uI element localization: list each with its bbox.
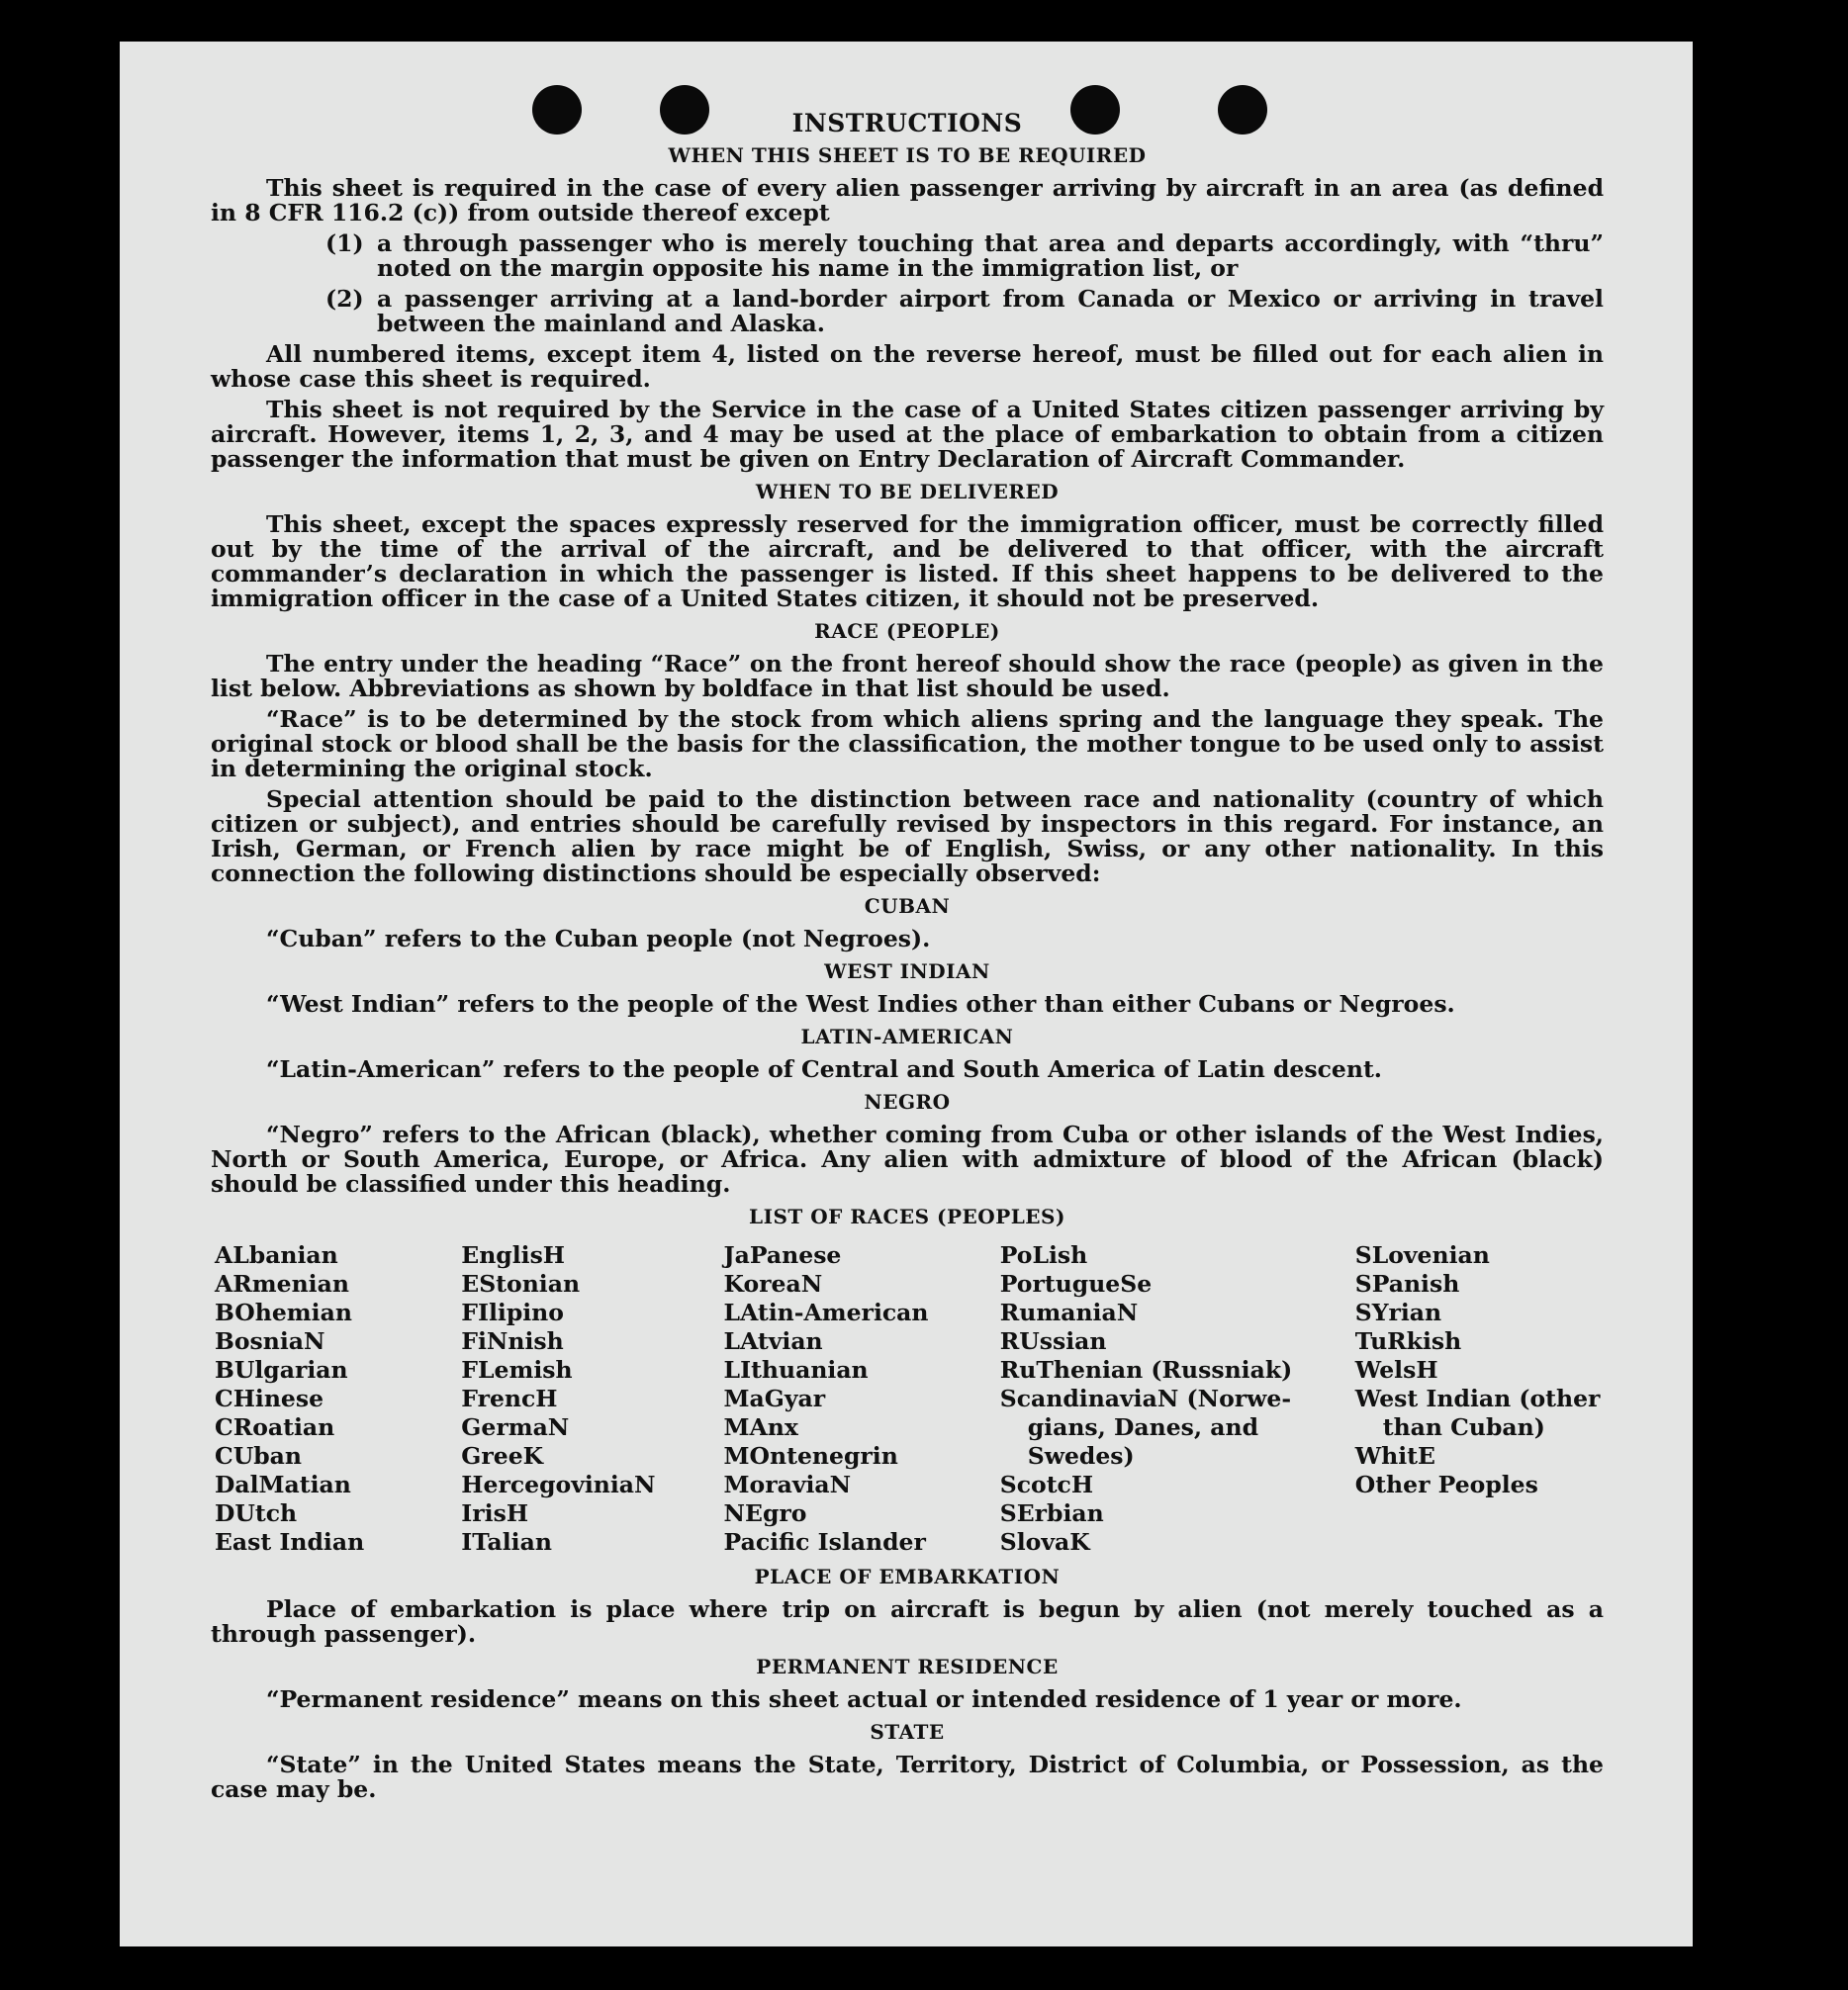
race-entry: Other Peoples	[1354, 1471, 1538, 1498]
race-entry: JaPanese	[723, 1241, 842, 1269]
race-entry: FrencH	[461, 1385, 558, 1412]
race-entry: KoreaN	[723, 1270, 823, 1298]
race-entry: CRoatian	[215, 1413, 335, 1441]
race-entry: MAnx	[723, 1413, 798, 1441]
race-column	[215, 1241, 461, 1557]
race-entry: ARmenian	[215, 1270, 349, 1298]
race-entry: LIthuanian	[723, 1356, 869, 1384]
paragraph: This sheet is not required by the Service in the case of a United States citizen passenger arriving by aircraft. However, items 1, 2, 3, and 4 may be used at the place of embarkation to obtain from a citizen passenger the information that must be given on Entry Declaration of Aircraft Commander.	[211, 396, 1604, 473]
race-entry: CHinese	[215, 1385, 324, 1412]
section-heading-cuban: CUBAN	[864, 894, 951, 918]
race-entry: MaGyar	[723, 1385, 826, 1412]
paragraph: “State” in the United States means the State, Territory, District of Columbia, or Possession, as the case may be.	[211, 1751, 1604, 1803]
race-entry: EnglisH	[461, 1241, 566, 1269]
race-list	[215, 1241, 1604, 1557]
paragraph: Special attention should be paid to the distinction between race and nationality (country of which citizen or subject), and entries should be carefully revised by inspectors in this regard. For instance, an Irish, German, or French alien by race might be of English, Swiss, or any other nationality. In this connection the following distinctions should be especially observed:	[211, 785, 1604, 887]
race-column	[1355, 1241, 1604, 1557]
race-entry: ScandinaviaN (Norwe-	[999, 1385, 1292, 1412]
paragraph: “Race” is to be determined by the stock from which aliens spring and the language they speak. The original stock or blood shall be the basis for the classification, the mother tongue to be used only to assist in determining the original stock.	[211, 705, 1604, 782]
definition: “Cuban” refers to the Cuban people (not Negroes).	[266, 925, 931, 952]
race-column	[1000, 1241, 1355, 1557]
race-entry: RUssian	[999, 1327, 1107, 1355]
race-entry: IrisH	[461, 1499, 529, 1527]
race-entry: RuThenian (Russniak)	[999, 1356, 1293, 1384]
race-entry: than Cuban)	[1382, 1413, 1545, 1441]
item-text: a passenger arriving at a land-border airport from Canada or Mexico or arriving in travel between the mainland and Alaska.	[377, 285, 1604, 337]
race-entry: BOhemian	[215, 1299, 352, 1326]
section-heading-embarkation: PLACE OF EMBARKATION	[754, 1565, 1061, 1588]
race-entry: ScotcH	[999, 1471, 1094, 1498]
section-heading-west-indian: WEST INDIAN	[824, 959, 990, 983]
race-entry: WelsH	[1354, 1356, 1438, 1384]
page-title: INSTRUCTIONS	[791, 109, 1023, 137]
paragraph: The entry under the heading “Race” on the front hereof should show the race (people) as given in the list below. Abbreviations as shown by boldface in that list should be used.	[211, 650, 1604, 702]
paragraph: This sheet, except the spaces expressly reserved for the immigration officer, must be correctly filled out by the time of the arrival of the aircraft, and be delivered to that officer, with the aircraft commander’s declaration in which the passenger is listed. If this sheet happens to be delivered to the immigration officer in the case of a United States citizen, it should not be preserved.	[211, 510, 1604, 612]
race-entry: PoLish	[999, 1241, 1088, 1269]
race-entry: DUtch	[215, 1499, 298, 1527]
race-entry: gians, Danes, and	[1027, 1413, 1258, 1441]
section-heading-list: LIST OF RACES (PEOPLES)	[749, 1205, 1065, 1228]
instructions-body	[211, 111, 1604, 1808]
paragraph: “Permanent residence” means on this sheet actual or intended residence of 1 year or more.	[266, 1685, 1462, 1713]
race-entry: TuRkish	[1354, 1327, 1462, 1355]
item-text: a through passenger who is merely touching that area and departs accordingly, with “thru” noted on the margin opposite his name in the immigration list, or	[377, 229, 1604, 282]
race-entry: MoraviaN	[723, 1471, 852, 1498]
race-entry: BUlgarian	[215, 1356, 348, 1384]
paragraph: Place of embarkation is place where trip on aircraft is begun by alien (not merely touched as a through passenger).	[211, 1595, 1604, 1648]
document-page	[120, 42, 1693, 1946]
race-entry: ITalian	[461, 1528, 552, 1556]
paragraph: “Negro” refers to the African (black), whether coming from Cuba or other islands of the West Indies, North or South America, Europe, or Africa. Any alien with admixture of blood of the African (black) should be classified under this heading.	[211, 1121, 1604, 1198]
race-entry: FIlipino	[461, 1299, 564, 1326]
section-heading-residence: PERMANENT RESIDENCE	[756, 1655, 1059, 1678]
list-item	[325, 231, 1604, 281]
race-entry: LAtvian	[723, 1327, 823, 1355]
definition: “West Indian” refers to the people of the West Indies other than either Cubans or Negroes.	[266, 990, 1455, 1018]
section-heading-state: STATE	[870, 1720, 945, 1744]
race-entry: GermaN	[461, 1413, 570, 1441]
race-entry: SlovaK	[999, 1528, 1090, 1556]
item-number: (1)	[325, 229, 364, 257]
paragraph: All numbered items, except item 4, listed on the reverse hereof, must be filled out for each alien in whose case this sheet is required.	[211, 340, 1604, 393]
race-entry: Swedes)	[1027, 1442, 1135, 1470]
race-entry: HercegoviniaN	[461, 1471, 656, 1498]
race-entry: WhitE	[1354, 1442, 1435, 1470]
race-entry: GreeK	[461, 1442, 544, 1470]
race-entry: East Indian	[215, 1528, 365, 1556]
section-heading-negro: NEGRO	[864, 1090, 951, 1114]
list-item	[325, 287, 1604, 336]
race-entry: LAtin-American	[723, 1299, 929, 1326]
race-entry: DalMatian	[215, 1471, 351, 1498]
race-entry: SPanish	[1354, 1270, 1460, 1298]
paragraph: This sheet is required in the case of every alien passenger arriving by aircraft in an area (as defined in 8 CFR 116.2 (c)) from outside thereof except	[211, 174, 1604, 226]
race-entry: PortugueSe	[999, 1270, 1153, 1298]
race-entry: Pacific Islander	[723, 1528, 926, 1556]
section-heading-race: RACE (PEOPLE)	[814, 619, 1000, 643]
race-entry: FiNnish	[461, 1327, 564, 1355]
race-entry: EStonian	[461, 1270, 581, 1298]
race-entry: NEgro	[723, 1499, 807, 1527]
race-entry: ALbanian	[215, 1241, 338, 1269]
race-entry: RumaniaN	[999, 1299, 1139, 1326]
section-heading-latin-american: LATIN-AMERICAN	[800, 1025, 1014, 1048]
section-heading-delivered: WHEN TO BE DELIVERED	[755, 480, 1060, 503]
race-entry: CUban	[215, 1442, 302, 1470]
section-heading-required: WHEN THIS SHEET IS TO BE REQUIRED	[668, 143, 1147, 167]
race-entry: BosniaN	[215, 1327, 325, 1355]
race-entry: SYrian	[1354, 1299, 1442, 1326]
race-entry: FLemish	[461, 1356, 573, 1384]
race-column	[724, 1241, 1000, 1557]
race-entry: MOntenegrin	[723, 1442, 898, 1470]
race-entry: SErbian	[999, 1499, 1104, 1527]
definition: “Latin-American” refers to the people of Central and South America of Latin descent.	[266, 1055, 1382, 1083]
race-column	[461, 1241, 723, 1557]
item-number: (2)	[325, 285, 364, 313]
race-entry: SLovenian	[1354, 1241, 1490, 1269]
race-entry: West Indian (other	[1354, 1385, 1601, 1412]
